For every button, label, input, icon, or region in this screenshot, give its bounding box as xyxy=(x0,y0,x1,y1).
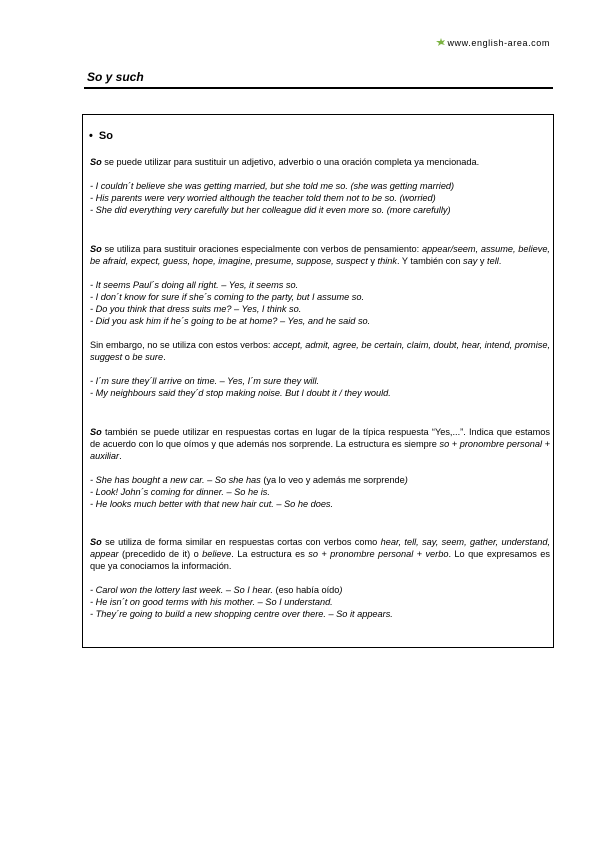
paragraph-4: So también se puede utilizar en respuestas cortas en lugar de la típica respuesta “Yes,...”. Indica que estamos de acuerdo con lo que oímos y que además nos sorprende. La estructura es siempre so + pronombre personal + auxiliar. xyxy=(90,427,550,461)
example-line: - He isn´t on good terms with his mother. – So I understand. xyxy=(90,597,333,607)
paragraph-5: So se utiliza de forma similar en respuestas cortas con verbos como hear, tell, say, seem, gather, understand, appear (precedido de it) o believe. La estructura es so + pronombre personal + verbo. Lo que expresamos es que ya conociamos la información. xyxy=(90,537,550,571)
leaf-logo-icon xyxy=(436,37,446,47)
paragraph-1: So se puede utilizar para sustituir un adjetivo, adverbio o una oración completa ya mencionada. xyxy=(90,157,480,167)
example-line: - I´m sure they´ll arrive on time. – Yes, I´m sure they will. xyxy=(90,376,320,386)
example-line: - She has bought a new car. – So she has (ya lo veo y además me sorprende) xyxy=(90,475,408,485)
example-line: - I couldn´t believe she was getting married, but she told me so. (she was getting married) xyxy=(90,181,455,191)
example-line: - Do you think that dress suits me? – Yes, I think so. xyxy=(90,304,302,314)
example-line: - I don´t know for sure if she´s coming to the party, but I assume so. xyxy=(90,292,365,302)
example-line: - His parents were very worried although the teacher told them not to be so. (worried) xyxy=(90,193,436,203)
example-line: - Did you ask him if he´s going to be at home? – Yes, and he said so. xyxy=(90,316,371,326)
section-heading xyxy=(89,130,113,142)
title-rule xyxy=(84,87,553,89)
site-header xyxy=(436,37,550,48)
example-line: - It seems Paul´s doing all right. – Yes, it seems so. xyxy=(90,280,299,290)
section-heading-text: So xyxy=(98,130,113,142)
example-line: - Carol won the lottery last week. – So I hear. (eso había oído) xyxy=(90,585,343,595)
section-content xyxy=(90,156,550,620)
example-line: - He looks much better with that new hair cut. – So he does. xyxy=(90,499,334,509)
example-line: - They´re going to build a new shopping centre over there. – So it appears. xyxy=(90,609,393,619)
paragraph-2: So se utiliza para sustituir oraciones especialmente con verbos de pensamiento: appear/seem, assume, believe, be afraid, expect, guess, hope, imagine, presume, suppose, suspect y think. Y también con say y tell. xyxy=(90,244,550,266)
example-line: - My neighbours said they´d stop making noise. But I doubt it / they would. xyxy=(90,388,391,398)
site-url: www.english-area.com xyxy=(447,38,550,48)
page-title: So y such xyxy=(87,70,144,84)
paragraph-3: Sin embargo, no se utiliza con estos verbos: accept, admit, agree, be certain, claim, doubt, hear, intend, promise, suggest o be sure. xyxy=(90,340,551,362)
example-line: - Look! John´s coming for dinner. – So he is. xyxy=(90,487,270,497)
bullet: • xyxy=(89,130,93,142)
example-line: - She did everything very carefully but her colleague did it even more so. (more carefully) xyxy=(90,205,451,215)
